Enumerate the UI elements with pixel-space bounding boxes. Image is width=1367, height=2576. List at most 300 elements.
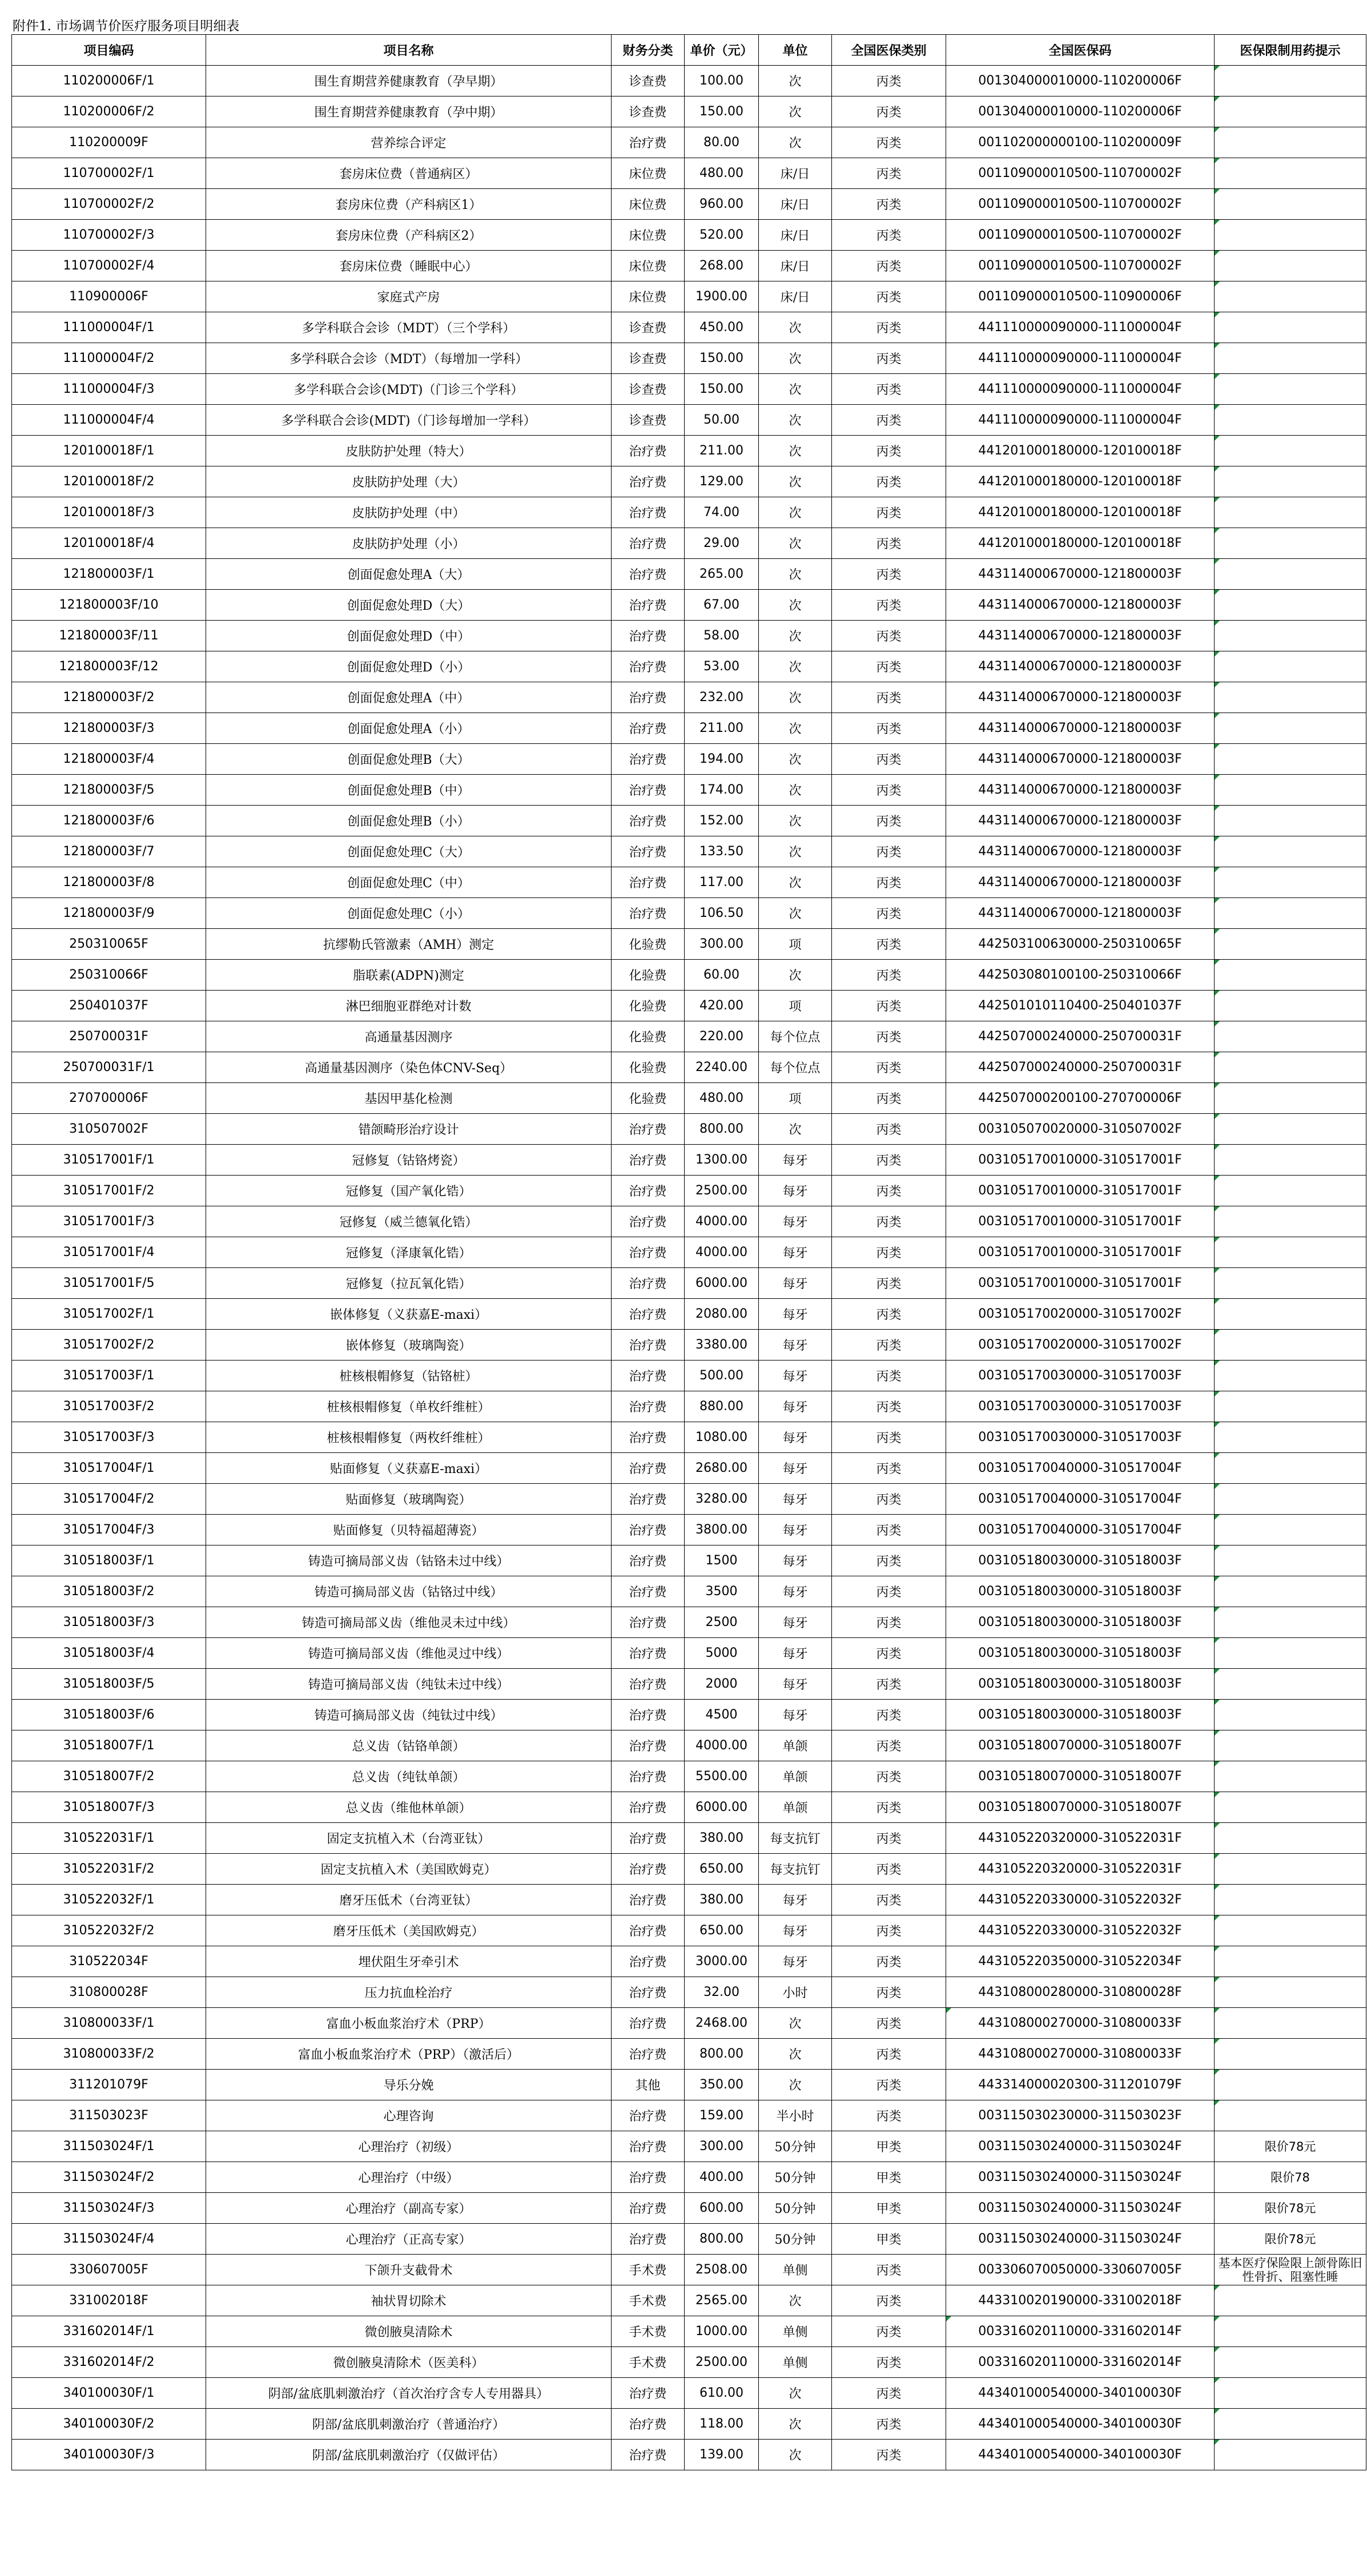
insurance-category-cell: 甲类 [832, 2224, 946, 2255]
table-row [12, 1299, 1366, 1330]
finance-category-cell: 治疗费 [612, 1422, 685, 1453]
restriction-note-cell [1215, 1484, 1366, 1515]
item-name-cell: 冠修复（泽康氧化锆） [206, 1237, 612, 1268]
item-name-cell: 心理治疗（初级） [206, 2131, 612, 2162]
table-row [12, 374, 1366, 405]
finance-category-cell: 床位费 [612, 189, 685, 220]
item-name-cell: 贴面修复（贝特福超薄瓷） [206, 1515, 612, 1545]
unit-price-cell: 3500 [685, 1576, 759, 1607]
item-name-cell: 高通量基因测序（染色体CNV-Seq） [206, 1052, 612, 1083]
cell-comment-marker [1215, 898, 1220, 903]
insurance-category-cell: 丙类 [832, 220, 946, 251]
item-code-cell: 250310066F [12, 960, 206, 991]
item-code-cell: 340100030F/1 [12, 2378, 206, 2409]
restriction-note-cell [1215, 1607, 1366, 1638]
insurance-code-cell: 003105170020000-310517002F [946, 1330, 1215, 1361]
header-item-code: 项目编码 [12, 35, 206, 66]
table-row [12, 1792, 1366, 1823]
item-name-cell: 固定支抗植入术（台湾亚钛） [206, 1823, 612, 1854]
item-code-cell: 120100018F/3 [12, 497, 206, 528]
item-name-cell: 创面促愈处理A（大） [206, 559, 612, 590]
cell-comment-marker [1215, 713, 1220, 718]
item-code-cell: 311503024F/1 [12, 2131, 206, 2162]
unit-price-cell: 6000.00 [685, 1792, 759, 1823]
restriction-note-cell [1215, 1761, 1366, 1792]
finance-category-cell: 治疗费 [612, 1145, 685, 1176]
cell-comment-marker [1215, 559, 1220, 564]
unit-price-cell: 150.00 [685, 96, 759, 127]
finance-category-cell: 治疗费 [612, 713, 685, 744]
restriction-note-cell [1215, 836, 1366, 867]
insurance-category-cell: 丙类 [832, 2285, 946, 2316]
insurance-code-cell: 443105220320000-310522031F [946, 1823, 1215, 1854]
unit-cell: 每牙 [759, 1607, 832, 1638]
restriction-note-cell [1215, 1700, 1366, 1730]
item-name-cell: 皮肤防护处理（中） [206, 497, 612, 528]
item-name-cell: 磨牙压低术（台湾亚钛） [206, 1885, 612, 1915]
finance-category-cell: 诊查费 [612, 66, 685, 96]
item-code-cell: 310517002F/1 [12, 1299, 206, 1330]
insurance-code-cell: 443108000280000-310800028F [946, 1977, 1215, 2008]
cell-comment-marker [1215, 1885, 1220, 1890]
finance-category-cell: 治疗费 [612, 898, 685, 929]
insurance-code-cell: 001109000010500-110700002F [946, 220, 1215, 251]
unit-price-cell: 300.00 [685, 929, 759, 960]
table-row [12, 621, 1366, 651]
restriction-note-cell [1215, 1052, 1366, 1083]
item-code-cell: 310517001F/5 [12, 1268, 206, 1299]
unit-price-cell: 133.50 [685, 836, 759, 867]
unit-cell: 每支抗钉 [759, 1854, 832, 1885]
restriction-note-cell [1215, 251, 1366, 281]
unit-cell: 次 [759, 127, 832, 158]
item-code-cell: 310517002F/2 [12, 1330, 206, 1361]
item-name-cell: 冠修复（国产氧化锆） [206, 1176, 612, 1206]
insurance-code-cell: 003316020110000-331602014F [946, 2316, 1215, 2347]
unit-cell: 次 [759, 2440, 832, 2470]
item-code-cell: 121800003F/12 [12, 651, 206, 682]
item-name-cell: 冠修复（威兰德氧化锆） [206, 1206, 612, 1237]
unit-cell: 每牙 [759, 1638, 832, 1669]
restriction-note-cell [1215, 1237, 1366, 1268]
unit-price-cell: 58.00 [685, 621, 759, 651]
insurance-code-cell: 443114000670000-121800003F [946, 867, 1215, 898]
unit-price-cell: 232.00 [685, 682, 759, 713]
item-name-cell: 贴面修复（玻璃陶瓷） [206, 1484, 612, 1515]
cell-comment-marker [1215, 497, 1220, 502]
cell-comment-marker [1215, 1114, 1220, 1119]
table-row [12, 1761, 1366, 1792]
restriction-note-cell [1215, 1854, 1366, 1885]
insurance-code-cell: 443105220350000-310522034F [946, 1946, 1215, 1977]
insurance-category-cell: 丙类 [832, 2255, 946, 2285]
insurance-category-cell: 丙类 [832, 1361, 946, 1391]
unit-cell: 单颌 [759, 1730, 832, 1761]
restriction-note-cell [1215, 559, 1366, 590]
insurance-code-cell: 443401000540000-340100030F [946, 2409, 1215, 2440]
finance-category-cell: 手术费 [612, 2285, 685, 2316]
insurance-code-cell: 441201000180000-120100018F [946, 528, 1215, 559]
cell-comment-marker [1215, 991, 1220, 996]
item-name-cell: 皮肤防护处理（大） [206, 466, 612, 497]
unit-price-cell: 420.00 [685, 991, 759, 1021]
finance-category-cell: 治疗费 [612, 621, 685, 651]
insurance-category-cell: 丙类 [832, 1515, 946, 1545]
unit-price-cell: 300.00 [685, 2131, 759, 2162]
cell-comment-marker [1215, 2008, 1220, 2013]
cell-comment-marker [1215, 1607, 1220, 1612]
restriction-note-cell [1215, 2008, 1366, 2039]
insurance-code-cell: 001109000010500-110700002F [946, 251, 1215, 281]
finance-category-cell: 治疗费 [612, 2440, 685, 2470]
table-row [12, 898, 1366, 929]
insurance-category-cell: 丙类 [832, 1545, 946, 1576]
item-name-cell: 淋巴细胞亚群绝对计数 [206, 991, 612, 1021]
cell-comment-marker [1215, 405, 1220, 410]
item-code-cell: 121800003F/7 [12, 836, 206, 867]
insurance-category-cell: 丙类 [832, 1638, 946, 1669]
table-row [12, 1268, 1366, 1299]
unit-cell: 每牙 [759, 1545, 832, 1576]
unit-price-cell: 4000.00 [685, 1237, 759, 1268]
restriction-note-cell [1215, 806, 1366, 836]
item-name-cell: 营养综合评定 [206, 127, 612, 158]
insurance-code-cell: 443114000670000-121800003F [946, 559, 1215, 590]
restriction-note-cell [1215, 1885, 1366, 1915]
item-name-cell: 创面促愈处理C（大） [206, 836, 612, 867]
finance-category-cell: 化验费 [612, 1083, 685, 1114]
insurance-code-cell: 443401000540000-340100030F [946, 2440, 1215, 2470]
item-name-cell: 嵌体修复（玻璃陶瓷） [206, 1330, 612, 1361]
unit-price-cell: 2000 [685, 1669, 759, 1700]
unit-cell: 单颌 [759, 1792, 832, 1823]
insurance-code-cell: 443310020190000-331002018F [946, 2285, 1215, 2316]
cell-comment-marker [1215, 1176, 1220, 1181]
insurance-code-cell: 003105170010000-310517001F [946, 1206, 1215, 1237]
finance-category-cell: 治疗费 [612, 836, 685, 867]
item-name-cell: 富血小板血浆治疗术（PRP）（激活后） [206, 2039, 612, 2070]
restriction-note-cell [1215, 1206, 1366, 1237]
unit-cell: 每牙 [759, 1885, 832, 1915]
item-name-cell: 埋伏阻生牙牵引术 [206, 1946, 612, 1977]
insurance-category-cell: 丙类 [832, 1176, 946, 1206]
item-code-cell: 121800003F/1 [12, 559, 206, 590]
item-name-cell: 创面促愈处理B（中） [206, 775, 612, 806]
item-name-cell: 心理治疗（副高专家） [206, 2193, 612, 2224]
item-name-cell: 心理咨询 [206, 2100, 612, 2131]
item-name-cell: 多学科联合会诊（MDT）（每增加一学科） [206, 343, 612, 374]
item-name-cell: 脂联素(ADPN)测定 [206, 960, 612, 991]
finance-category-cell: 治疗费 [612, 1114, 685, 1145]
restriction-note-cell [1215, 1977, 1366, 2008]
item-name-cell: 基因甲基化检测 [206, 1083, 612, 1114]
insurance-code-cell: 441110000090000-111000004F [946, 405, 1215, 436]
table-row [12, 1977, 1366, 2008]
unit-price-cell: 3280.00 [685, 1484, 759, 1515]
unit-price-cell: 74.00 [685, 497, 759, 528]
table-row [12, 2193, 1366, 2224]
item-name-cell: 创面促愈处理C（中） [206, 867, 612, 898]
finance-category-cell: 治疗费 [612, 867, 685, 898]
unit-price-cell: 32.00 [685, 1977, 759, 2008]
unit-cell: 50分钟 [759, 2193, 832, 2224]
item-name-cell: 铸造可摘局部义齿（钴铬过中线） [206, 1576, 612, 1607]
cell-comment-marker [1215, 2316, 1220, 2321]
cell-comment-marker [1215, 1237, 1220, 1242]
finance-category-cell: 化验费 [612, 1021, 685, 1052]
table-row [12, 713, 1366, 744]
item-code-cell: 121800003F/9 [12, 898, 206, 929]
item-name-cell: 铸造可摘局部义齿（纯钛过中线） [206, 1700, 612, 1730]
unit-cell: 次 [759, 2008, 832, 2039]
unit-price-cell: 100.00 [685, 66, 759, 96]
unit-price-cell: 159.00 [685, 2100, 759, 2131]
insurance-category-cell: 丙类 [832, 1576, 946, 1607]
table-row [12, 651, 1366, 682]
header-unit-price: 单价（元） [685, 35, 759, 66]
unit-cell: 单侧 [759, 2347, 832, 2378]
table-row [12, 2440, 1366, 2470]
insurance-category-cell: 丙类 [832, 590, 946, 621]
header-restriction-note: 医保限制用药提示 [1215, 35, 1366, 66]
unit-cell: 次 [759, 898, 832, 929]
insurance-category-cell: 丙类 [832, 2100, 946, 2131]
insurance-category-cell: 丙类 [832, 2347, 946, 2378]
item-code-cell: 331602014F/2 [12, 2347, 206, 2378]
cell-comment-marker [1215, 1700, 1220, 1705]
cell-comment-marker [1215, 1638, 1220, 1643]
unit-cell: 每牙 [759, 1237, 832, 1268]
cell-comment-marker [1215, 1761, 1220, 1766]
insurance-category-cell: 丙类 [832, 2008, 946, 2039]
table-row [12, 127, 1366, 158]
item-name-cell: 桩核根帽修复（单枚纤维桩） [206, 1391, 612, 1422]
insurance-category-cell: 丙类 [832, 436, 946, 466]
item-code-cell: 310518003F/2 [12, 1576, 206, 1607]
finance-category-cell: 治疗费 [612, 1823, 685, 1854]
item-name-cell: 抗缪勒氏管激素（AMH）测定 [206, 929, 612, 960]
table-row [12, 2285, 1366, 2316]
restriction-note-cell [1215, 929, 1366, 960]
table-row [12, 960, 1366, 991]
item-code-cell: 111000004F/4 [12, 405, 206, 436]
unit-price-cell: 2508.00 [685, 2255, 759, 2285]
cell-comment-marker [946, 2008, 951, 2013]
unit-cell: 每牙 [759, 1700, 832, 1730]
insurance-code-cell: 001109000010500-110700002F [946, 158, 1215, 189]
unit-price-cell: 220.00 [685, 1021, 759, 1052]
item-name-cell: 心理治疗（正高专家） [206, 2224, 612, 2255]
cell-comment-marker [1215, 1854, 1220, 1859]
unit-price-cell: 2680.00 [685, 1453, 759, 1484]
unit-price-cell: 67.00 [685, 590, 759, 621]
item-code-cell: 310522034F [12, 1946, 206, 1977]
unit-cell: 每牙 [759, 1145, 832, 1176]
table-row [12, 1052, 1366, 1083]
unit-price-cell: 380.00 [685, 1823, 759, 1854]
restriction-note-cell [1215, 744, 1366, 775]
restriction-note-cell: 限价78 [1215, 2162, 1366, 2193]
restriction-note-cell [1215, 281, 1366, 312]
table-row [12, 2347, 1366, 2378]
insurance-category-cell: 丙类 [832, 96, 946, 127]
cell-comment-marker [1215, 528, 1220, 533]
table-row [12, 1083, 1366, 1114]
restriction-note-cell [1215, 1915, 1366, 1946]
insurance-code-cell: 003105170040000-310517004F [946, 1484, 1215, 1515]
cell-comment-marker [946, 2316, 951, 2321]
table-row [12, 466, 1366, 497]
insurance-code-cell: 443105220320000-310522031F [946, 1854, 1215, 1885]
table-row [12, 1669, 1366, 1700]
cell-comment-marker [1215, 1083, 1220, 1088]
cell-comment-marker [1215, 929, 1220, 934]
finance-category-cell: 治疗费 [612, 1792, 685, 1823]
item-name-cell: 磨牙压低术（美国欧姆克） [206, 1915, 612, 1946]
table-row [12, 559, 1366, 590]
cell-comment-marker [1215, 1576, 1220, 1581]
item-name-cell: 导乐分娩 [206, 2070, 612, 2100]
unit-price-cell: 29.00 [685, 528, 759, 559]
item-code-cell: 310522031F/2 [12, 1854, 206, 1885]
insurance-category-cell: 丙类 [832, 281, 946, 312]
table-row [12, 1422, 1366, 1453]
item-code-cell: 310800033F/2 [12, 2039, 206, 2070]
unit-cell: 每个位点 [759, 1021, 832, 1052]
finance-category-cell: 治疗费 [612, 682, 685, 713]
unit-price-cell: 5500.00 [685, 1761, 759, 1792]
item-name-cell: 富血小板血浆治疗术（PRP） [206, 2008, 612, 2039]
item-name-cell: 铸造可摘局部义齿（维他灵过中线） [206, 1638, 612, 1669]
finance-category-cell: 治疗费 [612, 2162, 685, 2193]
finance-category-cell: 化验费 [612, 991, 685, 1021]
cell-comment-marker [1215, 1823, 1220, 1828]
unit-price-cell: 5000 [685, 1638, 759, 1669]
header-finance-category: 财务分类 [612, 35, 685, 66]
restriction-note-cell [1215, 96, 1366, 127]
finance-category-cell: 床位费 [612, 251, 685, 281]
unit-cell: 次 [759, 66, 832, 96]
unit-cell: 次 [759, 559, 832, 590]
unit-cell: 次 [759, 2378, 832, 2409]
insurance-code-cell: 443114000670000-121800003F [946, 713, 1215, 744]
item-name-cell: 铸造可摘局部义齿（维他灵未过中线） [206, 1607, 612, 1638]
insurance-code-cell: 001304000010000-110200006F [946, 66, 1215, 96]
unit-cell: 每支抗钉 [759, 1823, 832, 1854]
item-name-cell: 总义齿（纯钛单颌） [206, 1761, 612, 1792]
restriction-note-cell [1215, 1730, 1366, 1761]
unit-price-cell: 211.00 [685, 713, 759, 744]
item-code-cell: 120100018F/4 [12, 528, 206, 559]
unit-price-cell: 500.00 [685, 1361, 759, 1391]
insurance-category-cell: 丙类 [832, 251, 946, 281]
cell-comment-marker [1215, 590, 1220, 595]
insurance-code-cell: 443401000540000-340100030F [946, 2378, 1215, 2409]
item-code-cell: 310517003F/3 [12, 1422, 206, 1453]
insurance-code-cell: 003105180030000-310518003F [946, 1576, 1215, 1607]
restriction-note-cell [1215, 127, 1366, 158]
finance-category-cell: 治疗费 [612, 2193, 685, 2224]
insurance-category-cell: 丙类 [832, 2378, 946, 2409]
unit-price-cell: 150.00 [685, 343, 759, 374]
restriction-note-cell: 限价78元 [1215, 2193, 1366, 2224]
item-name-cell: 总义齿（钴铬单颌） [206, 1730, 612, 1761]
unit-price-cell: 4000.00 [685, 1206, 759, 1237]
insurance-code-cell: 003105170030000-310517003F [946, 1391, 1215, 1422]
finance-category-cell: 诊查费 [612, 312, 685, 343]
item-name-cell: 套房床位费（普通病区） [206, 158, 612, 189]
cell-comment-marker [1215, 2100, 1220, 2106]
cell-comment-marker [1215, 127, 1220, 132]
restriction-note-cell [1215, 158, 1366, 189]
item-code-cell: 121800003F/3 [12, 713, 206, 744]
finance-category-cell: 治疗费 [612, 2100, 685, 2131]
unit-cell: 项 [759, 991, 832, 1021]
restriction-note-cell: 限价78元 [1215, 2131, 1366, 2162]
finance-category-cell: 治疗费 [612, 1638, 685, 1669]
item-name-cell: 冠修复（拉瓦氧化锆） [206, 1268, 612, 1299]
insurance-code-cell: 442507000240000-250700031F [946, 1021, 1215, 1052]
insurance-category-cell: 丙类 [832, 1299, 946, 1330]
insurance-category-cell: 丙类 [832, 991, 946, 1021]
restriction-note-cell [1215, 405, 1366, 436]
item-code-cell: 110700002F/3 [12, 220, 206, 251]
insurance-code-cell: 003306070050000-330607005F [946, 2255, 1215, 2285]
finance-category-cell: 治疗费 [612, 775, 685, 806]
item-code-cell: 310517001F/3 [12, 1206, 206, 1237]
restriction-note-cell [1215, 374, 1366, 405]
unit-price-cell: 53.00 [685, 651, 759, 682]
unit-cell: 床/日 [759, 189, 832, 220]
insurance-code-cell: 443114000670000-121800003F [946, 744, 1215, 775]
restriction-note-cell [1215, 991, 1366, 1021]
finance-category-cell: 治疗费 [612, 1761, 685, 1792]
insurance-code-cell: 001304000010000-110200006F [946, 96, 1215, 127]
item-name-cell: 多学科联合会诊(MDT)（门诊三个学科） [206, 374, 612, 405]
finance-category-cell: 治疗费 [612, 1299, 685, 1330]
restriction-note-cell [1215, 1669, 1366, 1700]
finance-category-cell: 治疗费 [612, 1391, 685, 1422]
restriction-note-cell [1215, 713, 1366, 744]
insurance-category-cell: 丙类 [832, 2440, 946, 2470]
restriction-note-cell [1215, 1422, 1366, 1453]
unit-price-cell: 50.00 [685, 405, 759, 436]
unit-price-cell: 129.00 [685, 466, 759, 497]
insurance-category-cell: 丙类 [832, 744, 946, 775]
item-name-cell: 错颌畸形治疗设计 [206, 1114, 612, 1145]
restriction-note-cell [1215, 1361, 1366, 1391]
item-name-cell: 心理治疗（中级） [206, 2162, 612, 2193]
item-name-cell: 创面促愈处理D（小） [206, 651, 612, 682]
unit-cell: 次 [759, 960, 832, 991]
insurance-category-cell: 丙类 [832, 1453, 946, 1484]
insurance-code-cell: 003105180030000-310518003F [946, 1638, 1215, 1669]
restriction-note-cell [1215, 1638, 1366, 1669]
item-code-cell: 110700002F/2 [12, 189, 206, 220]
table-row [12, 528, 1366, 559]
insurance-code-cell: 003105070020000-310507002F [946, 1114, 1215, 1145]
cell-comment-marker [1215, 1515, 1220, 1520]
unit-price-cell: 118.00 [685, 2409, 759, 2440]
item-code-cell: 121800003F/2 [12, 682, 206, 713]
item-code-cell: 331602014F/1 [12, 2316, 206, 2347]
cell-comment-marker [1215, 1484, 1220, 1489]
unit-price-cell: 610.00 [685, 2378, 759, 2409]
unit-price-cell: 106.50 [685, 898, 759, 929]
unit-cell: 每牙 [759, 1422, 832, 1453]
cell-comment-marker [1215, 775, 1220, 780]
insurance-code-cell: 441110000090000-111000004F [946, 312, 1215, 343]
